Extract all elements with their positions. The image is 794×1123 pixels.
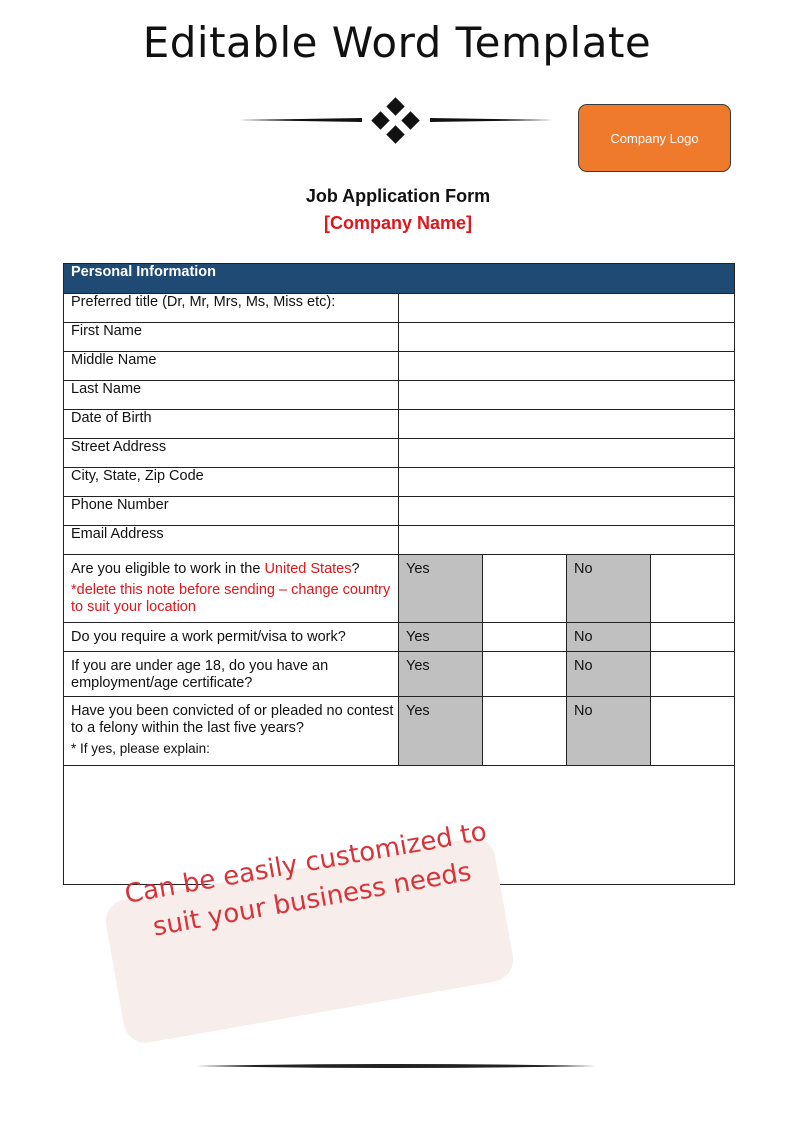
form-title: Job Application Form [305, 186, 491, 206]
field-row-city-state-zip [64, 468, 735, 497]
company-logo-placeholder[interactable] [578, 104, 731, 172]
section-title: Personal Information [64, 264, 735, 294]
field-label: Street Address [64, 439, 399, 468]
field-label: Date of Birth [64, 410, 399, 439]
field-row-email-address [64, 526, 735, 555]
field-input-preferred-title[interactable] [399, 294, 735, 323]
field-row-last-name [64, 381, 735, 410]
page-title: Editable Word Template [142, 18, 652, 67]
question-age-certificate: If you are under age 18, do you have an employment/age certificate? [64, 652, 399, 697]
explain-note: * If yes, please explain: [71, 741, 210, 756]
application-form-table [63, 263, 735, 885]
company-name[interactable]: [Company Name] [323, 213, 473, 233]
field-row-middle-name [64, 352, 735, 381]
yes-answer-cell[interactable] [483, 652, 567, 697]
field-row-date-of-birth [64, 410, 735, 439]
question-work-permit: Do you require a work permit/visa to work? [64, 623, 399, 652]
question-felony: Have you been convicted of or pleaded no contest to a felony within the last five years? * If yes, please explain: [64, 697, 399, 766]
no-label: No [567, 623, 651, 652]
field-label: Last Name [64, 381, 399, 410]
field-row-phone-number [64, 497, 735, 526]
yes-label: Yes [399, 697, 483, 766]
yes-answer-cell[interactable] [483, 623, 567, 652]
field-input-street-address[interactable] [399, 439, 735, 468]
field-input-date-of-birth[interactable] [399, 410, 735, 439]
field-row-preferred-title [64, 294, 735, 323]
no-label: No [567, 652, 651, 697]
yes-answer-cell[interactable] [483, 555, 567, 623]
yes-answer-cell[interactable] [483, 697, 567, 766]
company-logo-label: Company Logo [610, 130, 699, 146]
field-label: Preferred title (Dr, Mr, Mrs, Ms, Miss etc): [64, 294, 399, 323]
instruction-note: *delete this note before sending – change country to suit your location [71, 582, 391, 615]
yes-label: Yes [399, 652, 483, 697]
no-answer-cell[interactable] [651, 555, 735, 623]
field-input-email-address[interactable] [399, 526, 735, 555]
field-input-city-state-zip[interactable] [399, 468, 735, 497]
no-answer-cell[interactable] [651, 623, 735, 652]
field-input-phone-number[interactable] [399, 497, 735, 526]
no-label: No [567, 555, 651, 623]
field-label: Phone Number [64, 497, 399, 526]
no-answer-cell[interactable] [651, 697, 735, 766]
field-row-street-address [64, 439, 735, 468]
yes-label: Yes [399, 555, 483, 623]
field-label: First Name [64, 323, 399, 352]
field-input-last-name[interactable] [399, 381, 735, 410]
no-label: No [567, 697, 651, 766]
question-row-work-permit [64, 623, 735, 652]
field-input-middle-name[interactable] [399, 352, 735, 381]
field-label: City, State, Zip Code [64, 468, 399, 497]
question-work-eligibility: Are you eligible to work in the United States? *delete this note before sending – change country to suit your location [64, 555, 399, 623]
question-row-age-certificate [64, 652, 735, 697]
divider-ornament [236, 96, 556, 144]
no-answer-cell[interactable] [651, 652, 735, 697]
question-row-felony [64, 697, 735, 766]
question-row-work-eligibility [64, 555, 735, 623]
field-row-first-name [64, 323, 735, 352]
bottom-divider [196, 1060, 596, 1072]
yes-label: Yes [399, 623, 483, 652]
field-input-first-name[interactable] [399, 323, 735, 352]
promo-text: Can be easily customized to suit your business needs [122, 816, 489, 943]
country-name: United States [264, 561, 352, 577]
field-label: Email Address [64, 526, 399, 555]
field-label: Middle Name [64, 352, 399, 381]
section-header-row [64, 264, 735, 294]
